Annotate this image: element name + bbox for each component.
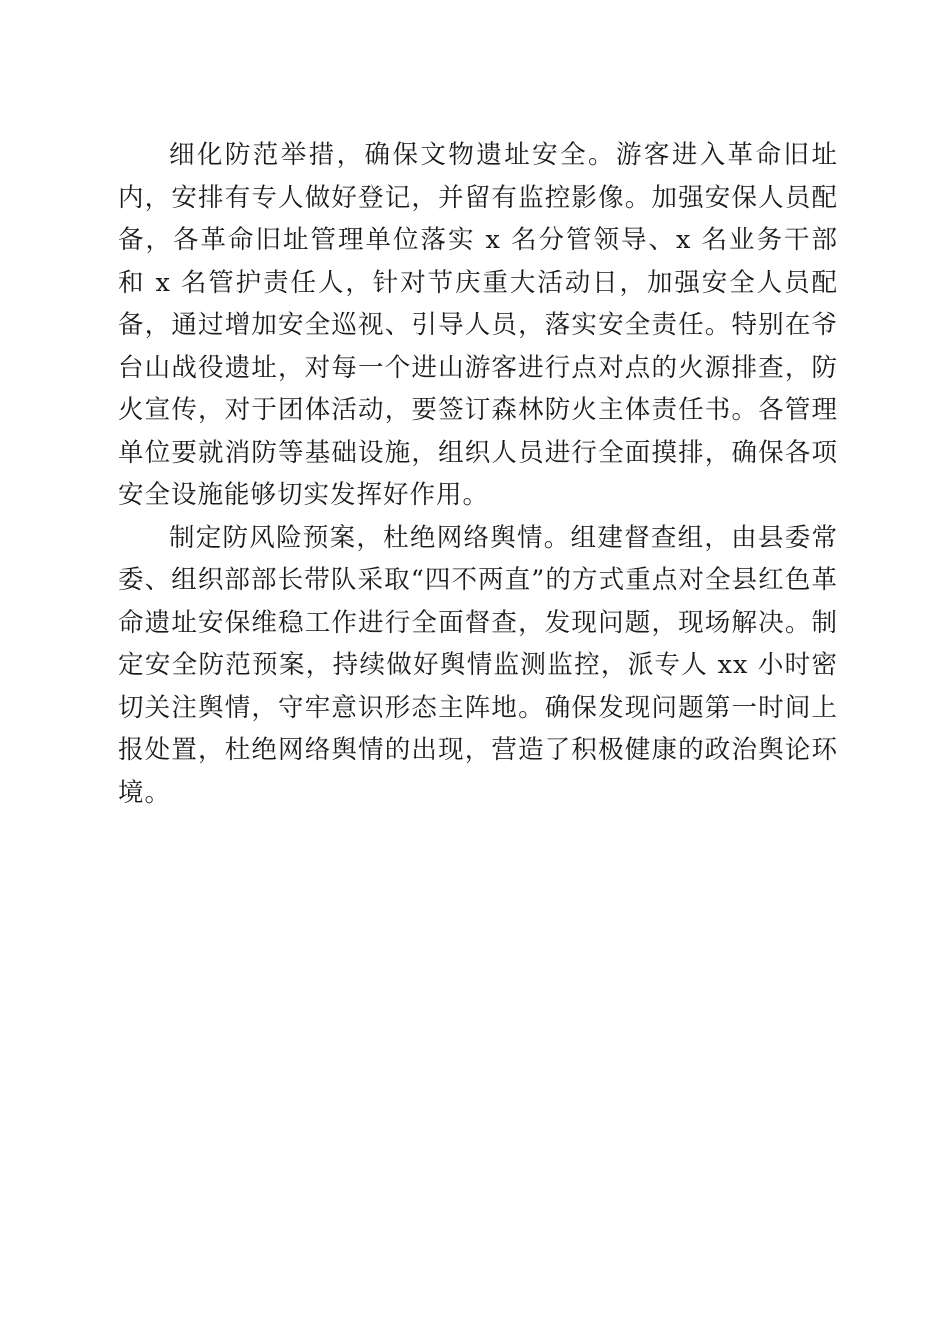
paragraph-risk-plan: 制定防风险预案，杜绝网络舆情。组建督查组，由县委常委、组织部部长带队采取“四不两直”的方式重点对全县红色革命遗址安保维稳工作进行全面督查，发现问题，现场解决。制定安全防范预案，持续做好舆情监测监控，派专人 xx 小时密切关注舆情，守牢意识形态主阵地。确保发现问题第一时间上报处置，杜绝网络舆情的出现，营造了积极健康的政治舆论环境。 (118, 522, 838, 808)
document-body (118, 134, 838, 814)
paragraph-safety-measures: 细化防范举措，确保文物遗址安全。游客进入革命旧址内，安排有专人做好登记，并留有监控影像。加强安保人员配备，各革命旧址管理单位落实 x 名分管领导、x 名业务干部和 x 名管护责任人，针对节庆重大活动日，加强安全人员配备，通过增加安全巡视、引导人员，落实安全责任。特别在爷台山战役遗址，对每一个进山游客进行点对点的火源排查，防火宣传，对于团体活动，要签订森林防火主体责任书。各管理单位要就消防等基础设施，组织人员进行全面摸排，确保各项安全设施能够切实发挥好作用。 (118, 140, 838, 510)
